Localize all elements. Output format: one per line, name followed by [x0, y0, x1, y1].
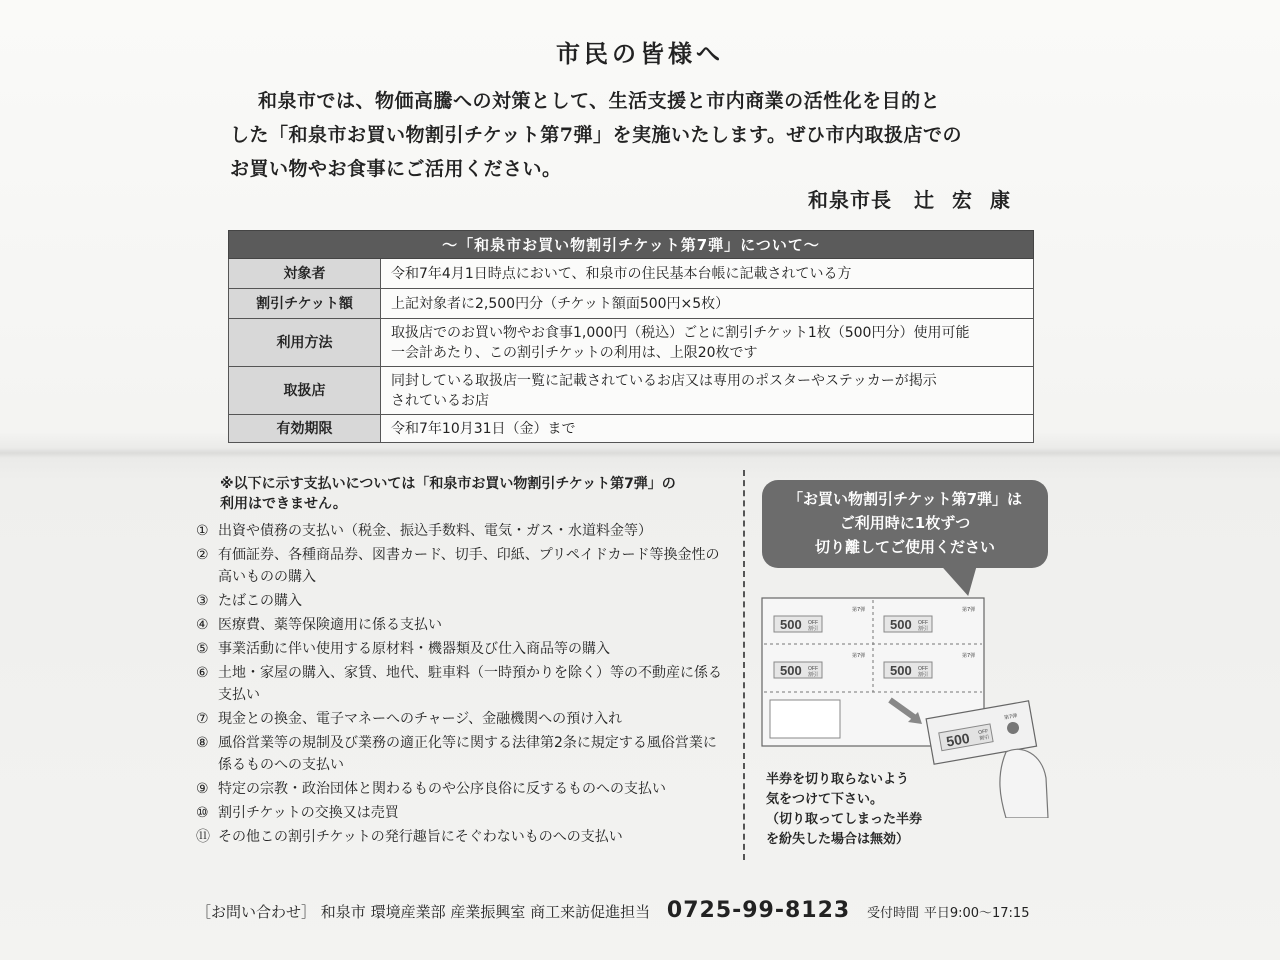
- ticket-caption-line-3: （切り取ってしまった半券: [766, 812, 923, 827]
- bubble-line-3: 切り離してご使用ください: [814, 538, 995, 556]
- paper-fold: [0, 448, 1280, 458]
- list-item-number: ③: [196, 593, 209, 609]
- letter-line-3: お買い物やお食事にご活用ください。: [230, 158, 562, 180]
- list-item-text: 医療費、薬等保険適用に係る支払い: [218, 617, 442, 633]
- list-item-number: ④: [196, 617, 209, 633]
- row-key-target: 対象者: [229, 259, 381, 289]
- ticket-discount-label: 割引: [808, 626, 819, 632]
- table-row: [229, 319, 1034, 367]
- table-row: [229, 367, 1034, 415]
- row-value-expiry: 令和7年10月31日（金）まで: [381, 415, 1034, 443]
- row-value-stores: [381, 367, 1034, 415]
- list-item-number: ⑧: [196, 735, 209, 751]
- info-table: [228, 230, 1034, 443]
- usage-line-2: 一会計あたり、この割引チケットの利用は、上限20枚です: [391, 344, 758, 361]
- list-item-number: ⑦: [196, 711, 209, 727]
- list-item-text: 出資や債務の支払い（税金、振込手数料、電気・ガス・水道料金等）: [218, 523, 652, 539]
- single-ticket-discount-label: 割引: [978, 734, 990, 742]
- list-item-number: ⑪: [196, 829, 210, 845]
- ticket-amount: 500: [890, 663, 912, 678]
- list-item: [196, 708, 726, 730]
- list-item-number: ⑥: [196, 665, 209, 681]
- ticket-edition-label: 第7弾: [852, 607, 866, 613]
- ticket-off-label: OFF: [918, 666, 928, 672]
- contact-phone[interactable]: 0725-99-8123: [666, 898, 851, 923]
- contact-label: ［お問い合わせ］: [196, 903, 317, 921]
- list-item: [196, 590, 726, 612]
- notes-heading-line-2: 利用はできません。: [220, 496, 347, 512]
- ticket-stub-notice: [770, 700, 840, 738]
- list-item: [196, 638, 726, 660]
- single-ticket-edition-label: 第7弾: [1003, 713, 1018, 722]
- ticket-amount: 500: [780, 663, 802, 678]
- letter-body: [230, 84, 1040, 186]
- list-item-number: ⑤: [196, 641, 209, 657]
- ticket-discount-label: 割引: [918, 626, 929, 632]
- row-key-stores: 取扱店: [229, 367, 381, 415]
- table-row: [229, 259, 1034, 289]
- ticket-discount-label: 割引: [918, 672, 929, 678]
- list-item: [196, 732, 726, 776]
- list-item-text: たばこの購入: [218, 593, 302, 609]
- signature: [808, 184, 1028, 213]
- list-item-text: 特定の宗教・政治団体と関わるものや公序良俗に反するものへの支払い: [218, 781, 666, 797]
- bubble-line-2: ご利用時に1枚ずつ: [839, 514, 971, 532]
- list-item: [196, 544, 726, 588]
- signature-name: 辻宏康: [914, 188, 1028, 212]
- list-item-text: 事業活動に伴い使用する原材料・機器類及び仕入商品等の購入: [218, 641, 610, 657]
- list-item-text: その他この割引チケットの発行趣旨にそぐわないものへの支払い: [218, 829, 623, 845]
- row-key-amount: 割引チケット額: [229, 289, 381, 319]
- list-item: [196, 662, 726, 706]
- list-item-number: ①: [196, 523, 209, 539]
- list-item-number: ⑩: [196, 805, 209, 821]
- row-value-usage: [381, 319, 1034, 367]
- dashed-divider: [743, 470, 745, 860]
- list-item-number: ②: [196, 547, 209, 563]
- hours-value: 平日9:00～17:15: [923, 906, 1030, 921]
- list-item: [196, 520, 726, 542]
- ticket-amount: 500: [780, 617, 802, 632]
- list-item: [196, 614, 726, 636]
- list-item: [196, 802, 726, 824]
- ticket-discount-label: 割引: [808, 672, 819, 678]
- table-row: [229, 415, 1034, 443]
- letter-line-2: した「和泉市お買い物割引チケット第7弾」を実施いたします。ぜひ市内取扱店での: [230, 124, 962, 146]
- list-item-text: 土地・家屋の購入、家賃、地代、駐車料（一時預かりを除く）等の不動産に係る支払い: [218, 665, 722, 703]
- signature-title: 和泉市長: [808, 188, 892, 212]
- ticket-caption-line-2: 気をつけて下さい。: [766, 792, 884, 807]
- list-item-text: 現金との換金、電子マネーへのチャージ、金融機関への預け入れ: [218, 711, 623, 727]
- ticket-caption-line-1: 半券を切り取らないよう: [766, 772, 910, 787]
- info-table-caption: ～「和泉市お買い物割引チケット第7弾」について～: [229, 231, 1034, 259]
- row-value-target: 令和7年4月1日時点において、和泉市の住民基本台帳に記載されている方: [381, 259, 1034, 289]
- ticket-off-label: OFF: [918, 620, 928, 626]
- hand-icon: [1000, 749, 1048, 818]
- letter-line-1: [230, 84, 1040, 118]
- list-item: [196, 826, 726, 848]
- ticket-off-label: OFF: [808, 666, 818, 672]
- exclusion-list: [196, 520, 726, 848]
- stores-line-1: 同封している取扱店一覧に記載されているお店又は専用のポスターやステッカーが掲示: [391, 372, 937, 389]
- list-item: [196, 778, 726, 800]
- ticket-edition-label: 第7弾: [962, 653, 976, 659]
- notes-heading: [196, 474, 726, 514]
- contact-org: 和泉市 環境産業部 産業振興室 商工来訪促進担当: [320, 903, 651, 921]
- list-item-number: ⑨: [196, 781, 209, 797]
- table-row: [229, 289, 1034, 319]
- ticket-caption: [766, 770, 922, 850]
- single-ticket-off-label: OFF: [977, 728, 989, 737]
- ticket-caption-line-4: を紛失した場合は無効）: [766, 832, 910, 847]
- usage-line-1: 取扱店でのお買い物やお食事1,000円（税込）ごとに割引チケット1枚（500円分）使用可能: [391, 324, 970, 341]
- single-ticket-amount: 500: [945, 729, 971, 750]
- stores-line-2: されているお店: [391, 392, 489, 409]
- contact-footer: [196, 898, 1076, 923]
- ticket-amount: 500: [890, 617, 912, 632]
- list-item-text: 割引チケットの交換又は売買: [218, 805, 399, 821]
- letter-title: 市民の皆様へ: [556, 39, 724, 68]
- notes-heading-line-1: ※以下に示す支払いについては「和泉市お買い物割引チケット第7弾」の: [220, 476, 676, 492]
- bubble-line-1: 「お買い物割引チケット第7弾」は: [787, 490, 1023, 508]
- info-table-caption-row: [229, 231, 1034, 259]
- ticket-edition-label: 第7弾: [852, 653, 866, 659]
- ticket-off-label: OFF: [808, 620, 818, 626]
- hours-label: 受付時間: [867, 906, 920, 921]
- row-key-usage: 利用方法: [229, 319, 381, 367]
- speech-bubble: [762, 480, 1048, 568]
- list-item-text: 有価証券、各種商品券、図書カード、切手、印紙、プリペイドカード等換金性の高いものの購入: [218, 547, 720, 585]
- letter-line-1-text: 和泉市では、物価高騰への対策として、生活支援と市内商業の活性化を目的と: [258, 90, 941, 112]
- list-item-text: 風俗営業等の規制及び業務の適正化等に関する法律第2条に規定する風俗営業に係るものへの支払い: [218, 735, 717, 773]
- row-value-amount: 上記対象者に2,500円分（チケット額面500円×5枚）: [381, 289, 1034, 319]
- exclusion-notes: [196, 474, 726, 850]
- row-key-expiry: 有効期限: [229, 415, 381, 443]
- ticket-edition-label: 第7弾: [962, 607, 976, 613]
